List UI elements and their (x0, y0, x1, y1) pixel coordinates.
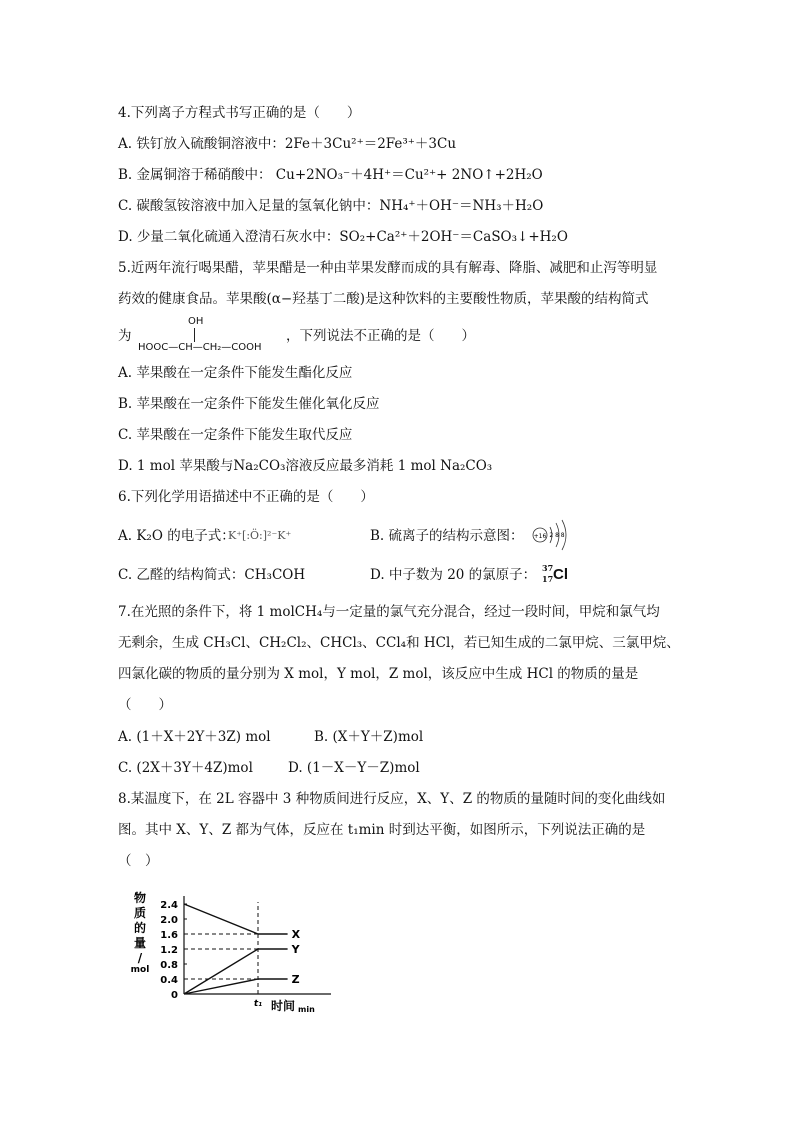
q4-option-a: A. 铁钉放入硫酸铜溶液中：2Fe＋3Cu²⁺＝2Fe³⁺＋3Cu (118, 136, 457, 152)
q6-option-b: B. 硫离子的结构示意图： (370, 528, 524, 544)
series-line-y (184, 949, 288, 994)
q7-option-b: B. (X＋Y＋Z)mol (314, 729, 424, 745)
q7-option-d: D. (1－X－Y－Z)mol (288, 760, 420, 776)
q8-stem-line2: 图。其中 X、Y、Z 都为气体，反应在 t₁min 时到达平衡，如图所示，下列说法正确的是 (118, 822, 646, 838)
series-label-y: Y (291, 943, 300, 956)
y-axis-label-part: 的 (133, 921, 147, 935)
q5-option-b: B. 苹果酸在一定条件下能发生催化氧化反应 (118, 396, 380, 412)
q5-stem-prefix: 为 (118, 328, 132, 344)
q4-stem: 4.下列离子方程式书写正确的是（ ） (118, 105, 361, 121)
formula-bond (194, 328, 195, 342)
q6-stem: 6.下列化学用语描述中不正确的是（ ） (118, 489, 374, 505)
t1-tick-label: t₁ (253, 999, 263, 1009)
atomic-number: 17 (542, 574, 554, 584)
q5-option-a: A. 苹果酸在一定条件下能发生酯化反应 (118, 365, 353, 381)
series-line-x (184, 904, 288, 934)
series-label-z: Z (291, 973, 300, 986)
y-axis-label-part: 量 (133, 936, 147, 950)
q8-stem-line3: （ ） (118, 853, 159, 869)
y-tick-label: 2.0 (160, 915, 178, 926)
chlorine-nuclide (542, 563, 582, 587)
k2o-electron-formula: K⁺[:Ö:]²⁻K⁺ (228, 529, 292, 542)
q7-stem-line2: 无剩余，生成 CH₃Cl、CH₂Cl₂、CHCl₃、CCl₄和 HCl，若已知生成的二氯甲烷、三氯甲烷、 (118, 635, 680, 651)
amount-vs-time-chart (126, 888, 346, 1013)
shell-electrons: 2 8 8 (549, 532, 565, 539)
formula-chain: HOOC—CH—CH₂—COOH (138, 342, 262, 353)
q4-option-c: C. 碳酸氢铵溶液中加入足量的氢氧化钠中：NH₄⁺＋OH⁻＝NH₃＋H₂O (118, 198, 544, 214)
y-tick-label: 1.6 (160, 930, 178, 941)
q8-stem-line1: 8.某温度下，在 2L 容器中 3 种物质间进行反应，X、Y、Z 的物质的量随时间的变化曲线如 (118, 791, 666, 807)
q6-option-c: C. 乙醛的结构简式：CH₃COH (118, 567, 306, 583)
x-axis-unit: min (298, 1005, 315, 1013)
q5-stem-suffix: ，下列说法不正确的是（ ） (286, 328, 475, 344)
y-axis-label-part: 物 (133, 891, 147, 905)
sulfide-ion-diagram (530, 516, 572, 554)
q7-stem-line3: 四氯化碳的物质的量分别为 X mol，Y mol，Z mol，该反应中生成 HCl 的物质的量是 (118, 666, 639, 682)
mass-number: 37 (542, 563, 554, 573)
q7-stem-line1: 7.在光照的条件下，将 1 molCH₄与一定量的氯气充分混合，经过一段时间，甲烷和氯气均 (118, 604, 660, 620)
q5-stem-line1: 5.近两年流行喝果醋，苹果醋是一种由苹果发酵而成的具有解毒、降脂、减肥和止泻等明显 (118, 260, 658, 276)
q6-option-d: D. 中子数为 20 的氯原子： (370, 567, 537, 583)
formula-hydroxyl: OH (188, 316, 204, 327)
q4-option-d: D. 少量二氧化硫通入澄清石灰水中：SO₂+Ca²⁺＋2OH⁻＝CaSO₃↓+H₂O (118, 229, 568, 245)
y-axis-label-part: 质 (133, 906, 147, 920)
y-tick-label: 0.4 (160, 975, 178, 986)
q4-option-b: B. 金属铜溶于稀硝酸中： Cu+2NO₃⁻＋4H⁺＝Cu²⁺+ 2NO↑+2H₂O (118, 167, 543, 183)
y-axis-label-part: / (137, 951, 143, 965)
y-tick-label: 2.4 (160, 900, 178, 911)
q7-stem-line4: （ ） (118, 697, 172, 713)
y-tick-label: 0 (171, 990, 178, 1001)
y-axis-label-part: mol (130, 965, 150, 975)
q7-option-c: C. (2X＋3Y＋4Z)mol (118, 760, 253, 776)
x-axis-label: 时间 (271, 999, 296, 1013)
malic-acid-structure (138, 316, 288, 358)
q5-option-c: C. 苹果酸在一定条件下能发生取代反应 (118, 427, 353, 443)
q5-option-d: D. 1 mol 苹果酸与Na₂CO₃溶液反应最多消耗 1 mol Na₂CO₃ (118, 458, 493, 474)
y-tick-label: 1.2 (160, 945, 178, 956)
chlorine-symbol: Cl (553, 566, 568, 583)
nucleus-label: +16 (533, 533, 547, 540)
y-tick-label: 0.8 (160, 960, 178, 971)
series-line-z (184, 979, 288, 994)
q5-stem-line2: 药效的健康食品。苹果酸(α−羟基丁二酸)是这种饮料的主要酸性物质，苹果酸的结构简式 (118, 291, 649, 307)
q6-option-a: A. K₂O 的电子式： (118, 528, 235, 544)
series-label-x: X (291, 928, 301, 941)
q7-option-a: A. (1＋X＋2Y＋3Z) mol (118, 729, 271, 745)
